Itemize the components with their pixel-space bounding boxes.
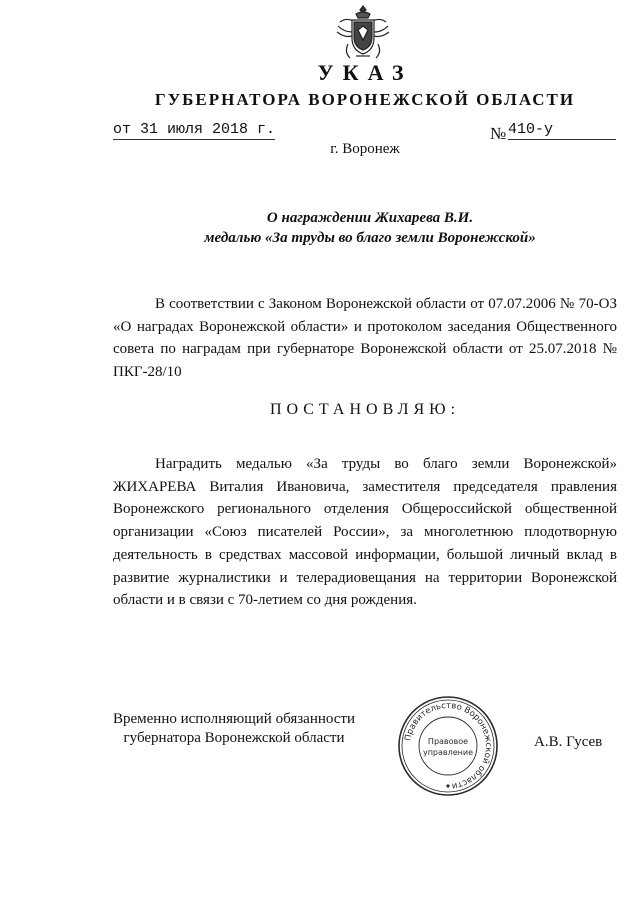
document-type-title: УКАЗ [317, 60, 413, 85]
decree-heading: ПОСТАНОВЛЯЮ: [269, 401, 461, 418]
seal-center-line-1: Правовое [427, 737, 469, 746]
signatory-role [104, 710, 364, 748]
coat-of-arms-icon [334, 4, 392, 62]
subject-line-1: О награждении Жихарева В.И. [266, 210, 474, 226]
subject-line-2: медалью «За труды во благо земли Воронежской» [204, 230, 536, 246]
signatory-role-line-1: Временно исполняющий обязанности [112, 711, 355, 727]
decision-paragraph: Наградить медалью «За труды во благо земли Воронежской» ЖИХАРЕВА Виталия Ивановича, заместителя председателя правления Воронежского регионального отделения Общероссийской общественной организации «Союз писателей России», за многолетнюю плодотворную деятельность в средствах массовой информации, большой личный вклад в развитие журналистики и телерадиовещания на территории Воронежской области и в связи с 70-летием со дня рождения. [113, 456, 617, 609]
issue-city: г. Воронеж [330, 141, 400, 157]
document-subject [0, 208, 640, 248]
issuer-title: ГУБЕРНАТОРА ВОРОНЕЖСКОЙ ОБЛАСТИ [154, 90, 576, 109]
seal-center-line-2: управление [422, 748, 474, 757]
document-number: 410-у [508, 121, 616, 140]
signatory-role-line-2: губернатора Воронежской области [123, 730, 345, 746]
seal-ring-text: Правительство Воронежской области [403, 700, 494, 791]
official-seal-icon [396, 694, 500, 798]
signatory-name: А.В. Гусев [534, 734, 603, 750]
number-sign: № [490, 124, 507, 143]
preamble-paragraph: В соответствии с Законом Воронежской области от 07.07.2006 № 70-ОЗ «О наградах Воронежской области» и протоколом заседания Общественного совета по наградам при губернаторе Воронежской области от 25.07.2018 № ПКГ-28/10 [113, 296, 617, 381]
document-date: от 31 июля 2018 г. [113, 121, 276, 138]
